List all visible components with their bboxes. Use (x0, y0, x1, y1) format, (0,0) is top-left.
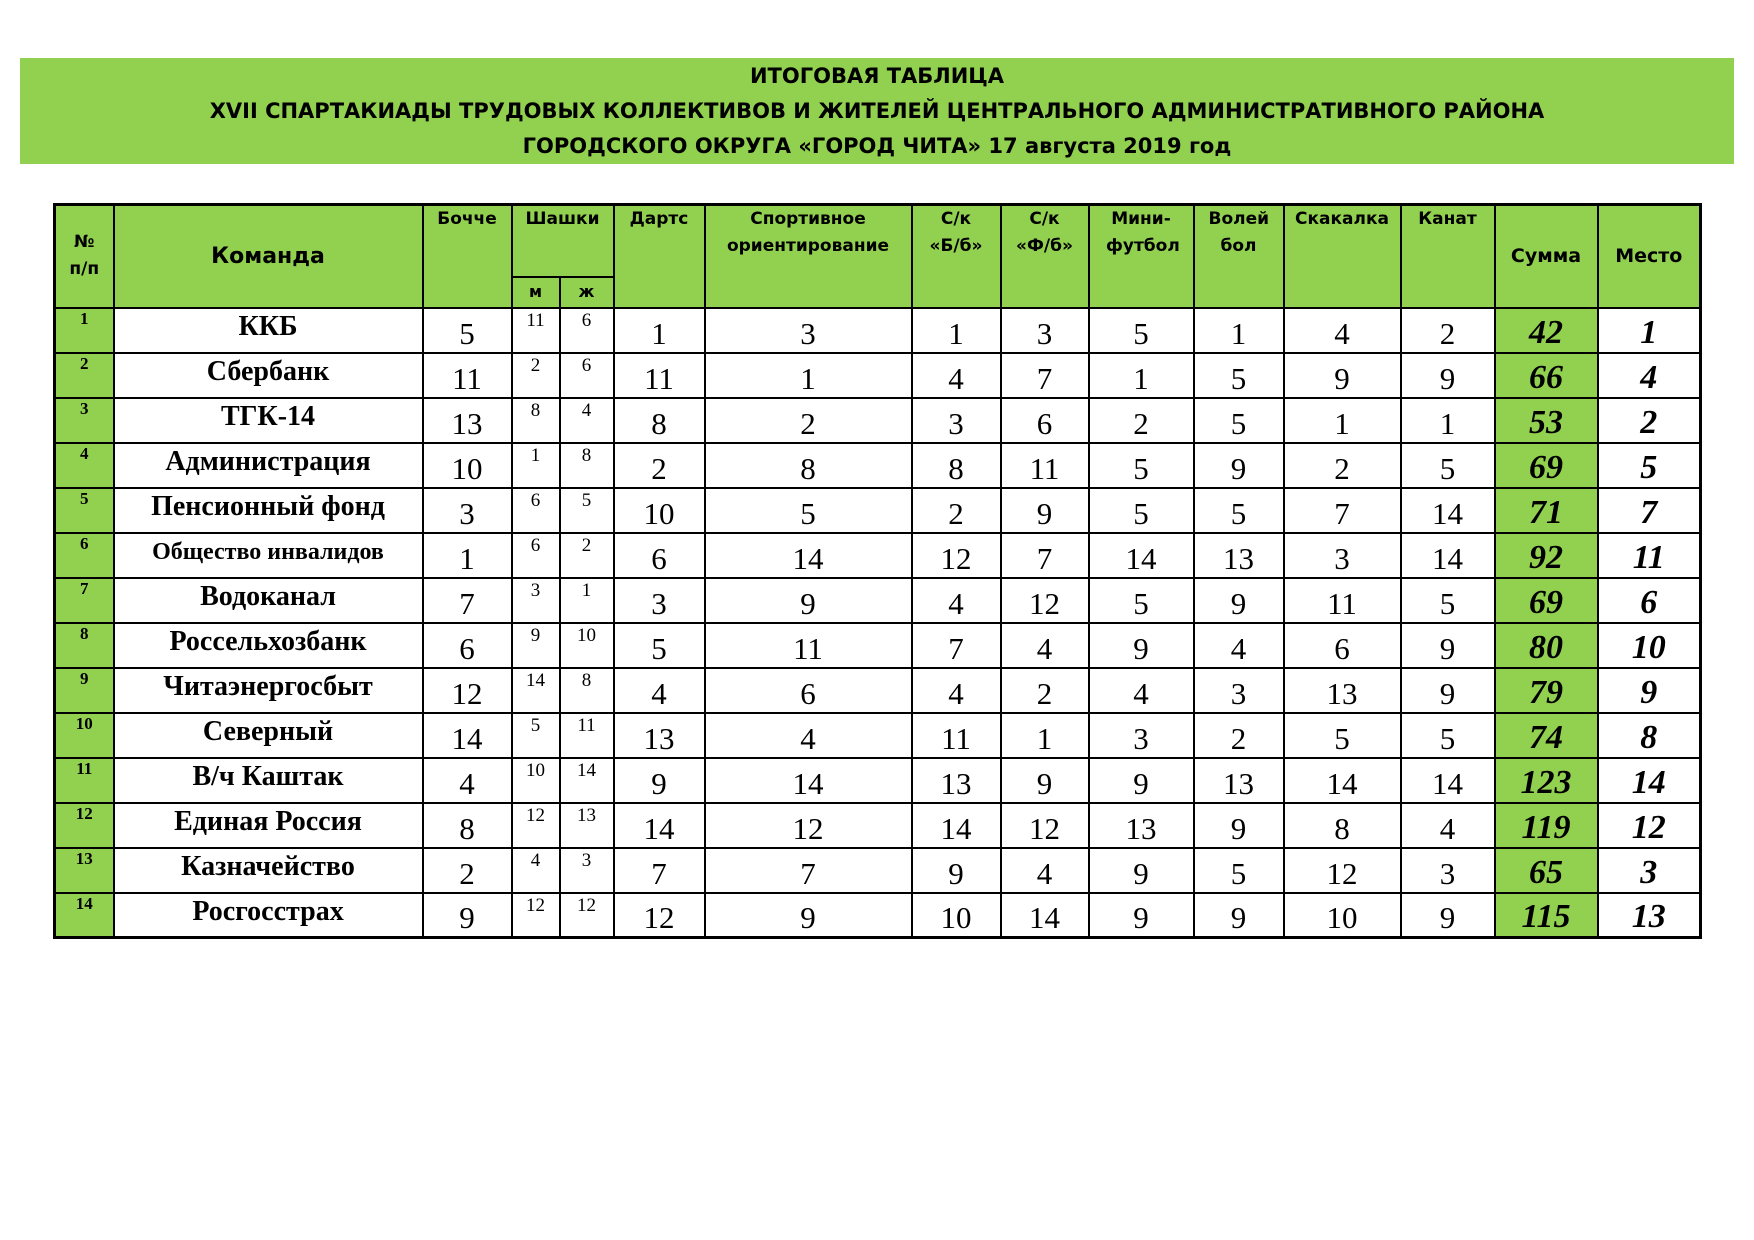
volleyball-value: 5 (1194, 398, 1284, 443)
checkers-w-value: 8 (560, 668, 614, 713)
jumprope-value: 4 (1284, 308, 1401, 353)
place-value: 4 (1598, 353, 1701, 398)
row-number: 1 (55, 308, 114, 353)
ff-value: 2 (1001, 668, 1089, 713)
rope-value: 2 (1401, 308, 1495, 353)
minifootball-value: 5 (1089, 308, 1194, 353)
checkers-m-value: 6 (512, 533, 560, 578)
darts-value: 9 (614, 758, 705, 803)
team-name: Россельхозбанк (114, 623, 423, 668)
bocce-value: 11 (423, 353, 512, 398)
ff-value: 11 (1001, 443, 1089, 488)
team-name: Читаэнергосбыт (114, 668, 423, 713)
volleyball-value: 3 (1194, 668, 1284, 713)
header-rope: Канат (1401, 205, 1495, 308)
place-value: 5 (1598, 443, 1701, 488)
table-row (55, 533, 1701, 578)
table-body (55, 308, 1701, 938)
bb-value: 2 (912, 488, 1001, 533)
team-name: Единая Россия (114, 803, 423, 848)
ff-value: 7 (1001, 353, 1089, 398)
bb-value: 10 (912, 893, 1001, 938)
darts-value: 6 (614, 533, 705, 578)
bb-value: 11 (912, 713, 1001, 758)
row-number: 4 (55, 443, 114, 488)
orienteering-value: 1 (705, 353, 912, 398)
rope-value: 14 (1401, 758, 1495, 803)
table-row (55, 398, 1701, 443)
ff-value: 12 (1001, 578, 1089, 623)
orienteering-value: 12 (705, 803, 912, 848)
team-name: Росгосстрах (114, 893, 423, 938)
bocce-value: 10 (423, 443, 512, 488)
checkers-m-value: 5 (512, 713, 560, 758)
jumprope-value: 6 (1284, 623, 1401, 668)
checkers-w-value: 13 (560, 803, 614, 848)
minifootball-value: 5 (1089, 578, 1194, 623)
minifootball-value: 9 (1089, 758, 1194, 803)
sum-value: 79 (1495, 668, 1598, 713)
row-number: 8 (55, 623, 114, 668)
checkers-m-value: 6 (512, 488, 560, 533)
rope-value: 9 (1401, 893, 1495, 938)
table-row (55, 623, 1701, 668)
team-name: ТГК-14 (114, 398, 423, 443)
darts-value: 12 (614, 893, 705, 938)
sum-value: 115 (1495, 893, 1598, 938)
darts-value: 1 (614, 308, 705, 353)
bb-value: 4 (912, 668, 1001, 713)
bocce-value: 8 (423, 803, 512, 848)
sum-value: 80 (1495, 623, 1598, 668)
checkers-m-value: 2 (512, 353, 560, 398)
table-row (55, 848, 1701, 893)
team-name: ККБ (114, 308, 423, 353)
header-checkers-w: ж (560, 277, 614, 308)
volleyball-value: 5 (1194, 848, 1284, 893)
table-row (55, 758, 1701, 803)
title-line-1: ИТОГОВАЯ ТАБЛИЦА (749, 64, 1005, 88)
header-volleyball: Волей бол (1194, 205, 1284, 308)
table-row (55, 893, 1701, 938)
row-number: 3 (55, 398, 114, 443)
header-checkers-m: м (512, 277, 560, 308)
sum-value: 69 (1495, 578, 1598, 623)
place-value: 11 (1598, 533, 1701, 578)
bb-value: 13 (912, 758, 1001, 803)
darts-value: 11 (614, 353, 705, 398)
place-value: 3 (1598, 848, 1701, 893)
volleyball-value: 9 (1194, 578, 1284, 623)
volleyball-value: 9 (1194, 803, 1284, 848)
checkers-w-value: 6 (560, 353, 614, 398)
table-row (55, 803, 1701, 848)
bocce-value: 3 (423, 488, 512, 533)
darts-value: 5 (614, 623, 705, 668)
bocce-value: 6 (423, 623, 512, 668)
checkers-m-value: 3 (512, 578, 560, 623)
volleyball-value: 9 (1194, 443, 1284, 488)
rope-value: 3 (1401, 848, 1495, 893)
checkers-m-value: 11 (512, 308, 560, 353)
header-orienteering: Спортивное ориентирование (705, 205, 912, 308)
checkers-m-value: 1 (512, 443, 560, 488)
team-name: Водоканал (114, 578, 423, 623)
rope-value: 9 (1401, 353, 1495, 398)
checkers-w-value: 14 (560, 758, 614, 803)
bocce-value: 2 (423, 848, 512, 893)
sum-value: 119 (1495, 803, 1598, 848)
header-num: № п/п (55, 205, 114, 308)
bocce-value: 12 (423, 668, 512, 713)
checkers-w-value: 5 (560, 488, 614, 533)
ff-value: 3 (1001, 308, 1089, 353)
volleyball-value: 2 (1194, 713, 1284, 758)
title-line-2: XVII СПАРТАКИАДЫ ТРУДОВЫХ КОЛЛЕКТИВОВ И ЖИТЕЛЕЙ ЦЕНТРАЛЬНОГО АДМИНИСТРАТИВНОГО РАЙОНА (209, 99, 1545, 123)
header-darts: Дартс (614, 205, 705, 308)
sum-value: 66 (1495, 353, 1598, 398)
ff-value: 4 (1001, 848, 1089, 893)
volleyball-value: 9 (1194, 893, 1284, 938)
rope-value: 5 (1401, 578, 1495, 623)
header-bocce: Бочче (423, 205, 512, 308)
volleyball-value: 5 (1194, 353, 1284, 398)
darts-value: 13 (614, 713, 705, 758)
bb-value: 1 (912, 308, 1001, 353)
table-row (55, 668, 1701, 713)
minifootball-value: 9 (1089, 848, 1194, 893)
bb-value: 4 (912, 578, 1001, 623)
row-number: 11 (55, 758, 114, 803)
orienteering-value: 14 (705, 758, 912, 803)
jumprope-value: 12 (1284, 848, 1401, 893)
row-number: 5 (55, 488, 114, 533)
place-value: 9 (1598, 668, 1701, 713)
ff-value: 4 (1001, 623, 1089, 668)
minifootball-value: 14 (1089, 533, 1194, 578)
checkers-m-value: 14 (512, 668, 560, 713)
bb-value: 12 (912, 533, 1001, 578)
jumprope-value: 8 (1284, 803, 1401, 848)
bb-value: 4 (912, 353, 1001, 398)
table-row (55, 713, 1701, 758)
checkers-w-value: 2 (560, 533, 614, 578)
orienteering-value: 9 (705, 578, 912, 623)
rope-value: 9 (1401, 623, 1495, 668)
minifootball-value: 4 (1089, 668, 1194, 713)
place-value: 10 (1598, 623, 1701, 668)
minifootball-value: 13 (1089, 803, 1194, 848)
header-bb: С/к «Б/б» (912, 205, 1001, 308)
row-number: 10 (55, 713, 114, 758)
bocce-value: 7 (423, 578, 512, 623)
checkers-m-value: 4 (512, 848, 560, 893)
header-place: Место (1598, 205, 1701, 308)
jumprope-value: 1 (1284, 398, 1401, 443)
header-jumprope: Скакалка (1284, 205, 1401, 308)
title-line-3: ГОРОДСКОГО ОКРУГА «ГОРОД ЧИТА» 17 августа 2019 год (522, 134, 1232, 158)
place-value: 8 (1598, 713, 1701, 758)
bb-value: 9 (912, 848, 1001, 893)
volleyball-value: 13 (1194, 758, 1284, 803)
minifootball-value: 2 (1089, 398, 1194, 443)
orienteering-value: 14 (705, 533, 912, 578)
sum-value: 74 (1495, 713, 1598, 758)
bb-value: 14 (912, 803, 1001, 848)
place-value: 12 (1598, 803, 1701, 848)
rope-value: 14 (1401, 488, 1495, 533)
orienteering-value: 9 (705, 893, 912, 938)
table-row (55, 443, 1701, 488)
sum-value: 42 (1495, 308, 1598, 353)
team-name: Общество инвалидов (114, 533, 423, 578)
bb-value: 3 (912, 398, 1001, 443)
table-row (55, 488, 1701, 533)
checkers-w-value: 11 (560, 713, 614, 758)
header-ff: С/к «Ф/б» (1001, 205, 1089, 308)
orienteering-value: 6 (705, 668, 912, 713)
volleyball-value: 5 (1194, 488, 1284, 533)
rope-value: 5 (1401, 713, 1495, 758)
place-value: 2 (1598, 398, 1701, 443)
team-name: Администрация (114, 443, 423, 488)
rope-value: 5 (1401, 443, 1495, 488)
bocce-value: 9 (423, 893, 512, 938)
orienteering-value: 4 (705, 713, 912, 758)
jumprope-value: 9 (1284, 353, 1401, 398)
table-row (55, 578, 1701, 623)
place-value: 7 (1598, 488, 1701, 533)
results-table (53, 203, 1702, 939)
minifootball-value: 3 (1089, 713, 1194, 758)
team-name: Казначейство (114, 848, 423, 893)
rope-value: 14 (1401, 533, 1495, 578)
ff-value: 9 (1001, 758, 1089, 803)
place-value: 14 (1598, 758, 1701, 803)
darts-value: 7 (614, 848, 705, 893)
volleyball-value: 1 (1194, 308, 1284, 353)
bocce-value: 13 (423, 398, 512, 443)
checkers-w-value: 12 (560, 893, 614, 938)
team-name: Сбербанк (114, 353, 423, 398)
orienteering-value: 5 (705, 488, 912, 533)
darts-value: 3 (614, 578, 705, 623)
sum-value: 53 (1495, 398, 1598, 443)
darts-value: 10 (614, 488, 705, 533)
place-value: 1 (1598, 308, 1701, 353)
place-value: 13 (1598, 893, 1701, 938)
orienteering-value: 3 (705, 308, 912, 353)
sum-value: 65 (1495, 848, 1598, 893)
jumprope-value: 14 (1284, 758, 1401, 803)
bocce-value: 14 (423, 713, 512, 758)
checkers-w-value: 6 (560, 308, 614, 353)
checkers-w-value: 1 (560, 578, 614, 623)
checkers-m-value: 12 (512, 893, 560, 938)
place-value: 6 (1598, 578, 1701, 623)
jumprope-value: 7 (1284, 488, 1401, 533)
jumprope-value: 2 (1284, 443, 1401, 488)
sum-value: 71 (1495, 488, 1598, 533)
orienteering-value: 11 (705, 623, 912, 668)
sum-value: 92 (1495, 533, 1598, 578)
minifootball-value: 9 (1089, 893, 1194, 938)
minifootball-value: 9 (1089, 623, 1194, 668)
bocce-value: 5 (423, 308, 512, 353)
ff-value: 7 (1001, 533, 1089, 578)
bocce-value: 1 (423, 533, 512, 578)
checkers-w-value: 4 (560, 398, 614, 443)
volleyball-value: 13 (1194, 533, 1284, 578)
row-number: 12 (55, 803, 114, 848)
orienteering-value: 7 (705, 848, 912, 893)
jumprope-value: 11 (1284, 578, 1401, 623)
ff-value: 1 (1001, 713, 1089, 758)
checkers-w-value: 8 (560, 443, 614, 488)
checkers-m-value: 12 (512, 803, 560, 848)
minifootball-value: 1 (1089, 353, 1194, 398)
header-team: Команда (114, 205, 423, 308)
orienteering-value: 2 (705, 398, 912, 443)
darts-value: 8 (614, 398, 705, 443)
team-name: Пенсионный фонд (114, 488, 423, 533)
jumprope-value: 10 (1284, 893, 1401, 938)
team-name: Северный (114, 713, 423, 758)
row-number: 9 (55, 668, 114, 713)
ff-value: 6 (1001, 398, 1089, 443)
header-minifootball: Мини-футбол (1089, 205, 1194, 308)
checkers-w-value: 10 (560, 623, 614, 668)
title-band (20, 58, 1734, 164)
checkers-w-value: 3 (560, 848, 614, 893)
minifootball-value: 5 (1089, 488, 1194, 533)
ff-value: 9 (1001, 488, 1089, 533)
rope-value: 1 (1401, 398, 1495, 443)
minifootball-value: 5 (1089, 443, 1194, 488)
table-row (55, 308, 1701, 353)
header-checkers: Шашки (512, 205, 614, 277)
header-row (55, 205, 1701, 277)
row-number: 14 (55, 893, 114, 938)
jumprope-value: 3 (1284, 533, 1401, 578)
volleyball-value: 4 (1194, 623, 1284, 668)
checkers-m-value: 10 (512, 758, 560, 803)
darts-value: 4 (614, 668, 705, 713)
rope-value: 9 (1401, 668, 1495, 713)
row-number: 13 (55, 848, 114, 893)
jumprope-value: 13 (1284, 668, 1401, 713)
ff-value: 12 (1001, 803, 1089, 848)
sum-value: 123 (1495, 758, 1598, 803)
jumprope-value: 5 (1284, 713, 1401, 758)
darts-value: 14 (614, 803, 705, 848)
sum-value: 69 (1495, 443, 1598, 488)
row-number: 7 (55, 578, 114, 623)
checkers-m-value: 8 (512, 398, 560, 443)
rope-value: 4 (1401, 803, 1495, 848)
bb-value: 7 (912, 623, 1001, 668)
ff-value: 14 (1001, 893, 1089, 938)
darts-value: 2 (614, 443, 705, 488)
checkers-m-value: 9 (512, 623, 560, 668)
row-number: 2 (55, 353, 114, 398)
team-name: В/ч Каштак (114, 758, 423, 803)
bb-value: 8 (912, 443, 1001, 488)
header-sum: Сумма (1495, 205, 1598, 308)
orienteering-value: 8 (705, 443, 912, 488)
row-number: 6 (55, 533, 114, 578)
bocce-value: 4 (423, 758, 512, 803)
table-row (55, 353, 1701, 398)
